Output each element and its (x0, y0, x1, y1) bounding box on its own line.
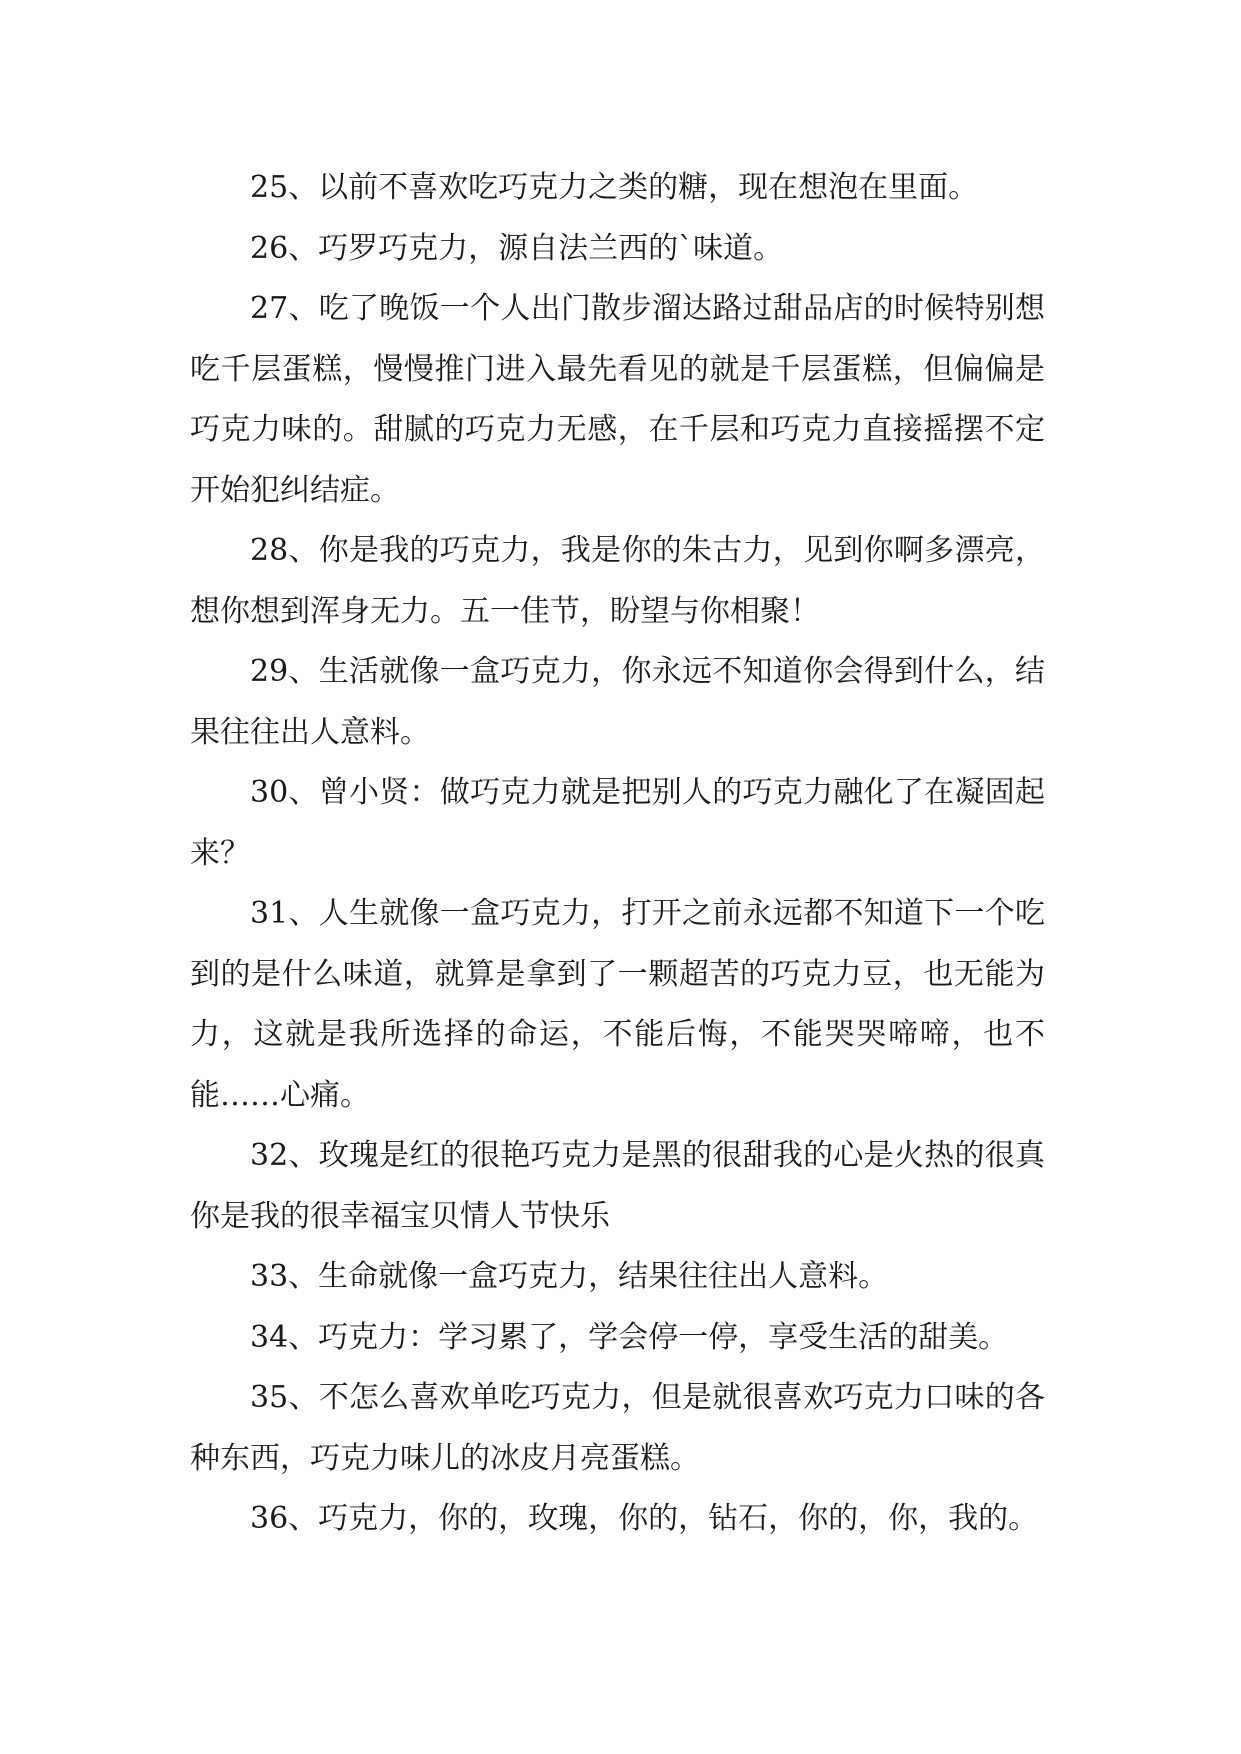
paragraph-30: 30、曾小贤：做巧克力就是把别人的巧克力融化了在凝固起来？ (190, 775, 1045, 871)
paragraph-26: 26、巧罗巧克力，源自法兰西的`味道。 (250, 230, 784, 266)
paragraph-33: 33、生命就像一盒巧克力，结果往往出人意料。 (250, 1259, 889, 1294)
paragraph-29: 29、生活就像一盒巧克力，你永远不知道你会得到什么，结果往往出人意料。 (190, 654, 1045, 750)
paragraph-36: 36、巧克力，你的，玫瑰，你的，钻石，你的，你，我的。 (250, 1501, 1039, 1536)
paragraph-31: 31、人生就像一盒巧克力，打开之前永远都不知道下一个吃到的是什么味道，就算是拿到了一颗超苦的巧克力豆，也无能为力，这就是我所选择的命运，不能后悔，不能哭哭啼啼，也不能……心痛。 (190, 896, 1045, 1113)
paragraph-34: 34、巧克力：学习累了，学会停一停，享受生活的甜美。 (250, 1319, 1009, 1355)
paragraph-27: 27、吃了晚饭一个人出门散步溜达路过甜品店的时候特别想吃千层蛋糕，慢慢推门进入最先看见的就是千层蛋糕，但偏偏是巧克力味的。甜腻的巧克力无感，在千层和巧克力直接摇摆不定开始犯纠结症。 (190, 291, 1045, 508)
document-body (190, 158, 1045, 1550)
paragraph-35: 35、不怎么喜欢单吃巧克力，但是就很喜欢巧克力口味的各种东西，巧克力味儿的冰皮月亮蛋糕。 (190, 1380, 1045, 1476)
paragraph-25: 25、以前不喜欢吃巧克力之类的糖，现在想泡在里面。 (250, 170, 979, 205)
paragraph-32: 32、玫瑰是红的很艳巧克力是黑的很甜我的心是火热的很真你是我的很幸福宝贝情人节快乐 (190, 1138, 1045, 1234)
paragraph-28: 28、你是我的巧克力，我是你的朱古力，见到你啊多漂亮，想你想到浑身无力。五一佳节，盼望与你相聚！ (190, 533, 1045, 629)
